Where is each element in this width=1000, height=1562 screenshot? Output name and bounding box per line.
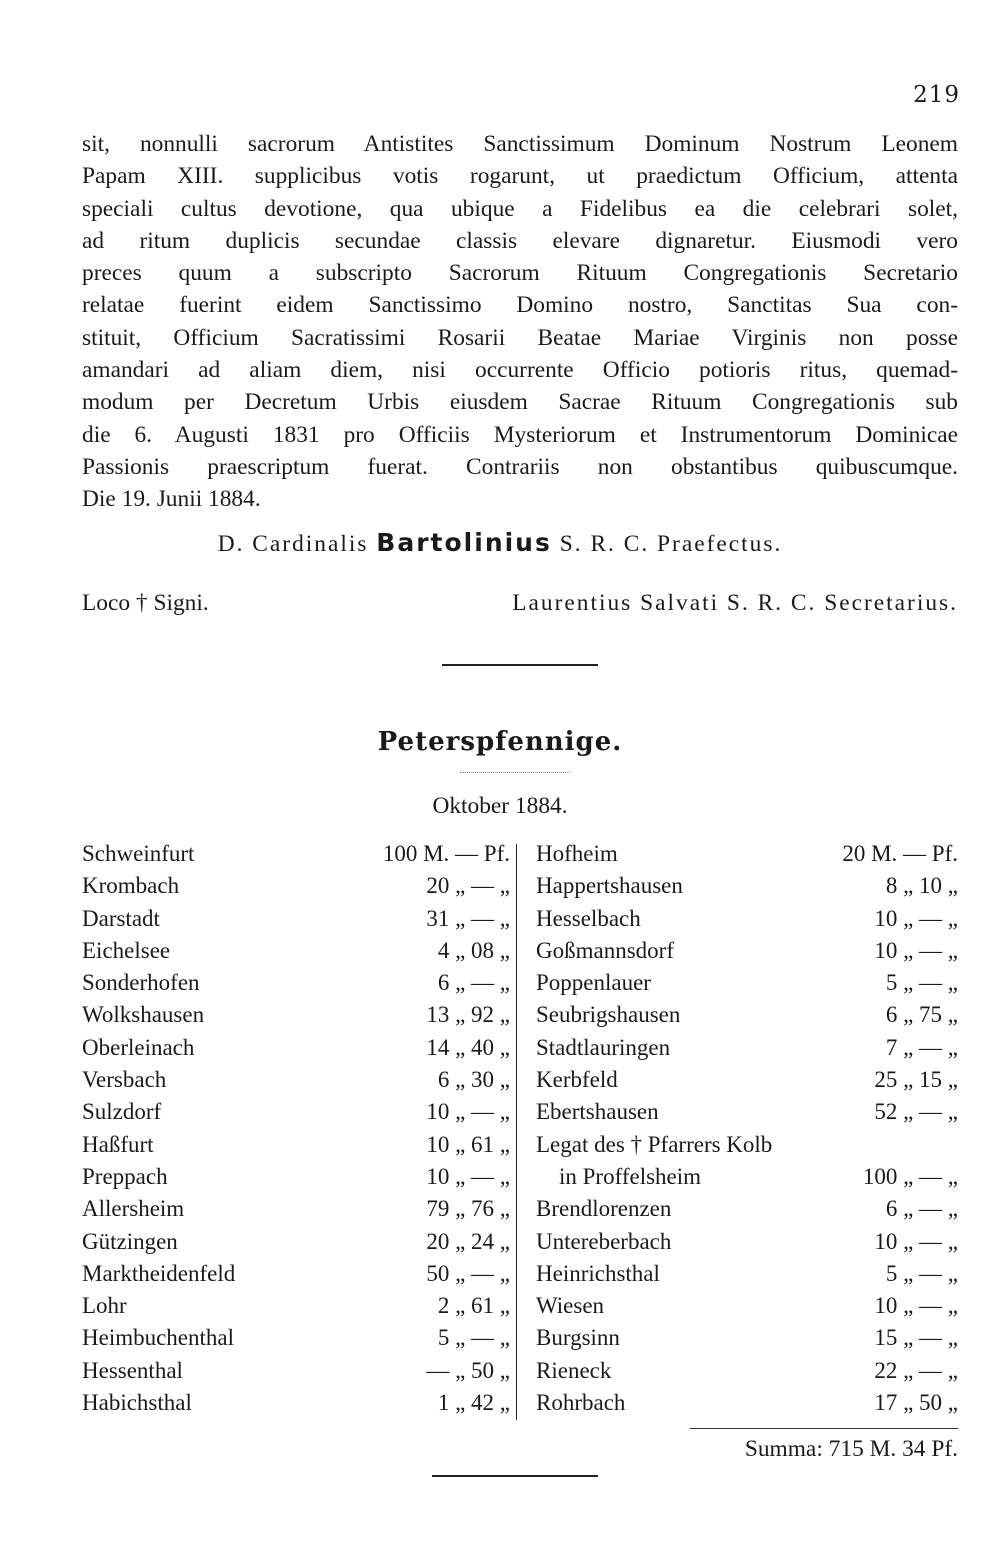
ledger-place: Habichsthal: [82, 1390, 192, 1416]
decree-line: sit, nonnulli sacrorum Antistites Sanctissimum Dominum Nostrum Leonem: [82, 131, 958, 157]
decree-line: speciali cultus devotione, qua ubique a Fidelibus ea die celebrari solet,: [82, 195, 958, 222]
ledger-amount: 10 „ — „: [426, 1099, 510, 1125]
ledger-row: [82, 838, 510, 870]
ledger-place: Hofheim: [536, 841, 618, 866]
ledger-place: Marktheidenfeld: [82, 1260, 236, 1286]
decree-line: relatae fuerint eidem Sanctissimo Domino nostro, Sanctitas Sua con-: [82, 292, 958, 319]
ledger-amount: 79 „ 76 „: [426, 1196, 510, 1222]
ledger-row: [82, 1226, 510, 1258]
ledger-place: Seubrigshausen: [536, 1002, 681, 1028]
ledger-row: [82, 1064, 510, 1096]
ledger-amount: 17 „ 50 „: [874, 1390, 958, 1416]
ledger-place: Heimbuchenthal: [82, 1325, 235, 1351]
ledger-amount: 5 „ — „: [437, 1325, 510, 1351]
sum-rule: [690, 1428, 958, 1429]
ledger-amount: 31 „ — „: [426, 905, 510, 931]
ledger-place: Preppach: [82, 1163, 168, 1189]
ledger-place: Allersheim: [82, 1196, 185, 1222]
ledger-amount: — „ 50 „: [426, 1357, 510, 1383]
ledger-place: Ebertshausen: [536, 1099, 659, 1125]
signature-prefix: D. Cardinalis: [217, 531, 369, 557]
heading-ornament: [460, 772, 570, 773]
ledger-amount: 100 „ — „: [862, 1163, 958, 1189]
ledger-row: [536, 1193, 958, 1225]
ledger-amount: 6 „ — „: [437, 970, 510, 996]
ledger-place: Gützingen: [82, 1228, 178, 1254]
ledger-place: Eichelsee: [82, 937, 171, 963]
ledger-place: Krombach: [82, 873, 180, 899]
ledger-amount: 8 „ 10 „: [885, 873, 958, 899]
page-number: 219: [913, 82, 960, 108]
ledger-amount: 15 „ — „: [874, 1325, 958, 1351]
decree-line: amandari ad aliam diem, nisi occurrente Officio potioris ritus, quemad-: [82, 357, 958, 384]
ledger-amount: 20 „ 24 „: [426, 1228, 510, 1254]
ledger-place: Burgsinn: [536, 1325, 620, 1351]
ledger-row: [82, 1129, 510, 1161]
ledger-amount: 52 „ — „: [874, 1099, 958, 1125]
ledger-left-column: [82, 838, 510, 1419]
ledger-amount: 2 „ 61 „: [437, 1293, 510, 1319]
ledger-amount: 6 „ 75 „: [885, 1002, 958, 1028]
ledger-row: [536, 1387, 958, 1419]
section-month: Oktober 1884.: [432, 793, 568, 819]
summa-total: [745, 1436, 958, 1463]
ledger-row: [536, 870, 958, 902]
ledger-place: Schweinfurt: [82, 841, 195, 866]
ledger-amount: 1 „ 42 „: [437, 1390, 510, 1416]
decree-text: [82, 128, 958, 516]
loco-signi: Loco † Signi.: [82, 590, 209, 616]
signature-suffix: S. R. C. Praefectus.: [559, 531, 783, 557]
ledger-place: Darstadt: [82, 905, 160, 931]
decree-line: stituit, Officium Sacratissimi Rosarii Beatae Mariae Virginis non posse: [82, 324, 958, 351]
section-divider-top: [442, 664, 598, 666]
ledger-row: [82, 967, 510, 999]
ledger-row: [536, 1258, 958, 1290]
decree-line: preces quum a subscripto Sacrorum Rituum Congregationis Secretario: [82, 260, 958, 287]
ledger-row: [82, 1387, 510, 1419]
decree-line: Passionis praescriptum fuerat. Contrariis non obstantibus quibuscumque.: [82, 453, 958, 480]
ledger-amount: 25 „ 15 „: [874, 1067, 958, 1093]
ledger-row: [536, 1064, 958, 1096]
ledger-amount: 6 „ — „: [885, 1196, 958, 1222]
ledger-place: Sulzdorf: [82, 1099, 162, 1125]
ledger-row: [82, 1258, 510, 1290]
ledger-row: [82, 1032, 510, 1064]
ledger-place: Hessenthal: [82, 1357, 183, 1383]
ledger-place: Rieneck: [536, 1357, 612, 1383]
ledger-row: [536, 999, 958, 1031]
ledger-place: Versbach: [82, 1067, 167, 1093]
decree-line: Papam XIII. supplicibus votis rogarunt, ut praedictum Officium, attenta: [82, 163, 958, 190]
ledger-amount: 14 „ 40 „: [426, 1034, 510, 1060]
ledger-row: [82, 1290, 510, 1322]
signature-name: Bartolinius: [376, 528, 552, 557]
decree-line: modum per Decretum Urbis eiusdem Sacrae Rituum Congregationis sub: [82, 389, 958, 416]
ledger-right-column: [536, 838, 958, 1419]
ledger-place: Untereberbach: [536, 1228, 672, 1254]
ledger-place: Poppenlauer: [536, 970, 651, 996]
ledger-row: [82, 903, 510, 935]
signature-secretary: Laurentius Salvati S. R. C. Secretarius.: [512, 590, 958, 616]
ledger-place: Goßmannsdorf: [536, 937, 674, 963]
ledger-place: in Proffelsheim: [536, 1163, 702, 1189]
ledger-row: [536, 967, 958, 999]
ledger-row: [536, 1355, 958, 1387]
column-divider: [516, 844, 517, 1420]
ledger-row: [82, 1161, 510, 1193]
ledger-amount: 10 „ — „: [874, 937, 958, 963]
ledger-amount: 20 M. — Pf.: [842, 841, 958, 866]
ledger-row: [82, 870, 510, 902]
ledger-row: [82, 1096, 510, 1128]
ledger-row: [536, 935, 958, 967]
ledger-place: Legat des † Pfarrers Kolb: [536, 1131, 773, 1157]
ledger-place: Hesselbach: [536, 905, 641, 931]
decree-line: die 6. Augusti 1831 pro Officiis Mysteriorum et Instrumentorum Dominicae: [82, 421, 958, 448]
ledger-amount: 50 „ — „: [426, 1260, 510, 1286]
ledger-place: Haßfurt: [82, 1131, 154, 1157]
ledger-row: [82, 999, 510, 1031]
summa-label: Summa:: [744, 1436, 823, 1462]
ledger-amount: 10 „ — „: [874, 905, 958, 931]
ledger-row: [82, 1193, 510, 1225]
ledger-row: [82, 1355, 510, 1387]
ledger-place: Brendlorenzen: [536, 1196, 672, 1222]
ledger-place: Stadtlauringen: [536, 1034, 671, 1060]
ledger-row: [536, 1322, 958, 1354]
ledger-amount: 10 „ — „: [874, 1228, 958, 1254]
ledger-amount: 20 „ — „: [426, 873, 510, 899]
ledger-row: [536, 1226, 958, 1258]
ledger-row: [536, 1032, 958, 1064]
ledger-row: [536, 1129, 958, 1161]
ledger-row: [536, 1290, 958, 1322]
ledger-amount: 22 „ — „: [874, 1357, 958, 1383]
ledger-place: Kerbfeld: [536, 1067, 618, 1093]
ledger-row: [536, 1161, 958, 1193]
decree-line: ad ritum duplicis secundae classis elevare dignaretur. Eiusmodi vero: [82, 227, 958, 254]
ledger-amount: 10 „ — „: [426, 1163, 510, 1189]
decree-line: Die 19. Junii 1884.: [82, 486, 261, 513]
ledger-row: [536, 838, 958, 870]
ledger-place: Rohrbach: [536, 1390, 626, 1416]
ledger-amount: 6 „ 30 „: [437, 1067, 510, 1093]
ledger-place: Lohr: [82, 1293, 127, 1319]
section-heading: Peterspfennige.: [377, 727, 623, 757]
ledger-amount: 7 „ — „: [885, 1034, 958, 1060]
ledger-amount: 100 M. — Pf.: [382, 841, 510, 866]
ledger-place: Heinrichsthal: [536, 1260, 660, 1286]
ledger-row: [536, 1096, 958, 1128]
ledger-row: [82, 1322, 510, 1354]
ledger-place: Sonderhofen: [82, 970, 200, 996]
section-divider-bottom: [432, 1475, 598, 1477]
signature-prefect: [0, 528, 1000, 558]
summa-value: 715 M. 34 Pf.: [828, 1436, 958, 1462]
ledger-amount: 5 „ — „: [885, 970, 958, 996]
ledger-row: [82, 935, 510, 967]
ledger-place: Oberleinach: [82, 1034, 195, 1060]
ledger-row: [536, 903, 958, 935]
ledger-place: Wolkshausen: [82, 1002, 205, 1028]
ledger-amount: 10 „ — „: [874, 1293, 958, 1319]
ledger-place: Happertshausen: [536, 873, 683, 899]
ledger-amount: 13 „ 92 „: [426, 1002, 510, 1028]
ledger-amount: 10 „ 61 „: [426, 1131, 510, 1157]
ledger-amount: 5 „ — „: [885, 1260, 958, 1286]
ledger-place: Wiesen: [536, 1293, 605, 1319]
ledger-amount: 4 „ 08 „: [437, 937, 510, 963]
